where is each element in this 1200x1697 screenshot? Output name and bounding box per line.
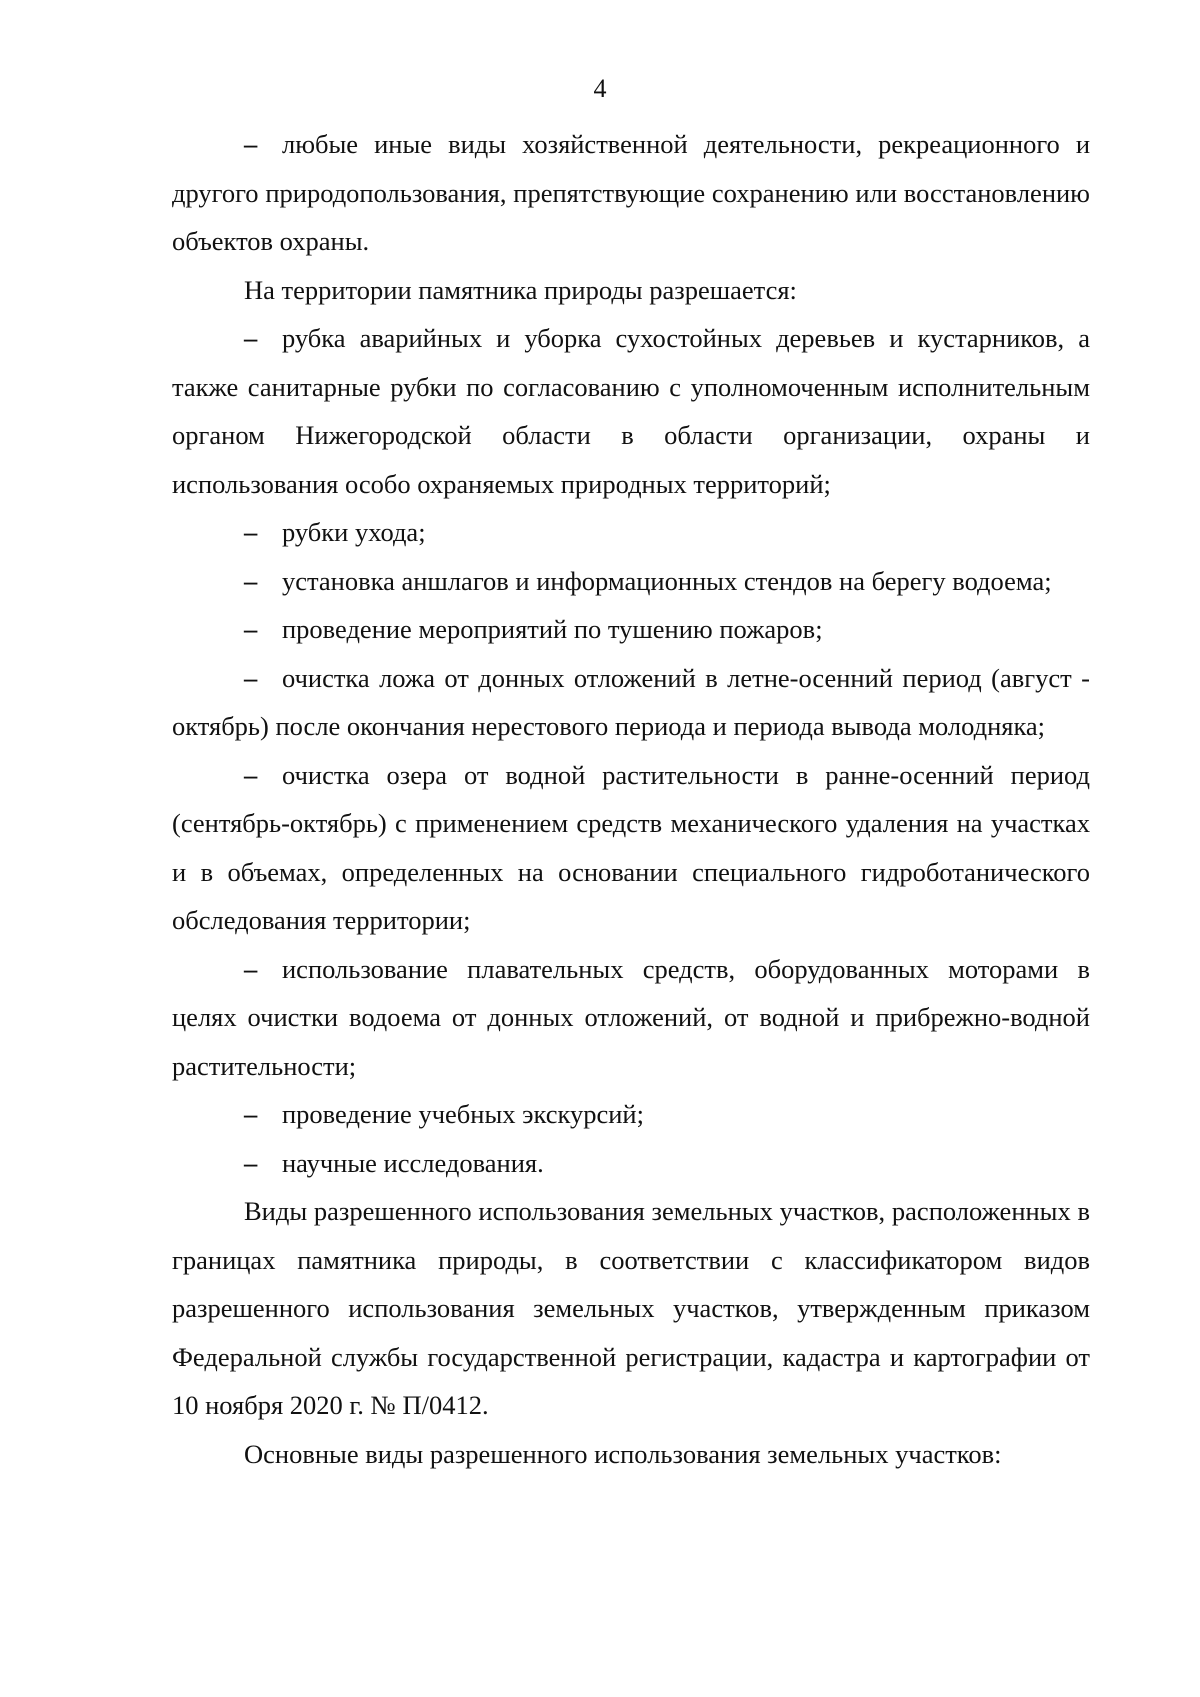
bullet-item [172,314,1090,508]
dash-marker: – [244,1099,258,1129]
paragraph-text: проведение мероприятий по тушению пожаров; [282,614,823,644]
paragraph-text: Виды разрешенного использования земельных участков, расположенных в границах памятника природы, в соответствии с классификатором видов разрешенного использования земельных участков, утвержденным приказом Федеральной службы государственной регистрации, кадастра и картографии от 10 ноября 2020 г. № П/0412. [172,1196,1090,1420]
dash-marker: – [244,323,258,353]
paragraph-text: рубки ухода; [282,517,426,547]
paragraph [172,266,1090,315]
paragraph-text: использование плавательных средств, оборудованных моторами в целях очистки водоема от донных отложений, от водной и прибрежно-водной растительности; [172,953,1090,1081]
bullet-item [172,945,1090,1091]
paragraph-text: установка аншлагов и информационных стендов на берегу водоема; [282,565,1052,596]
page-number: 4 [593,74,607,103]
paragraph [172,1187,1090,1430]
bullet-item [172,120,1090,266]
dash-marker: – [244,759,258,790]
dash-marker: – [244,614,258,644]
document-body [172,120,1090,1478]
bullet-item [172,557,1090,606]
paragraph-text: любые иные виды хозяйственной деятельности, рекреационного и другого природопользования, препятствующие сохранению или восстановлению объектов охраны. [172,129,1090,256]
paragraph-text: проведение учебных экскурсий; [282,1099,644,1129]
paragraph-text: Основные виды разрешенного использования земельных участков: [244,1438,1002,1469]
bullet-item [172,1090,1090,1139]
dash-marker: – [244,565,258,596]
dash-marker: – [244,517,258,547]
dash-marker: – [244,953,258,984]
dash-marker: – [244,129,258,159]
paragraph [172,1430,1090,1479]
bullet-item [172,605,1090,654]
paragraph-text: рубка аварийных и уборка сухостойных деревьев и кустарников, а также санитарные рубки по согласованию с уполномоченным исполнительным органом Нижегородской области в области организации, охраны и использования особо охраняемых природных территорий; [172,323,1090,499]
dash-marker: – [244,1147,258,1178]
paragraph-text: очистка озера от водной растительности в ранне-осенний период (сентябрь-октябрь) с применением средств механического удаления на участках и в объемах, определенных на основании специального гидроботанического обследования территории; [172,759,1090,935]
dash-marker: – [244,662,258,693]
paragraph-text: На территории памятника природы разрешается: [244,274,797,305]
bullet-item [172,508,1090,557]
paragraph-text: научные исследования. [282,1147,544,1178]
bullet-item [172,1139,1090,1188]
paragraph-text: очистка ложа от донных отложений в летне-осенний период (август - октябрь) после окончания нерестового периода и периода вывода молодняка; [172,662,1090,741]
bullet-item [172,654,1090,751]
bullet-item [172,751,1090,945]
